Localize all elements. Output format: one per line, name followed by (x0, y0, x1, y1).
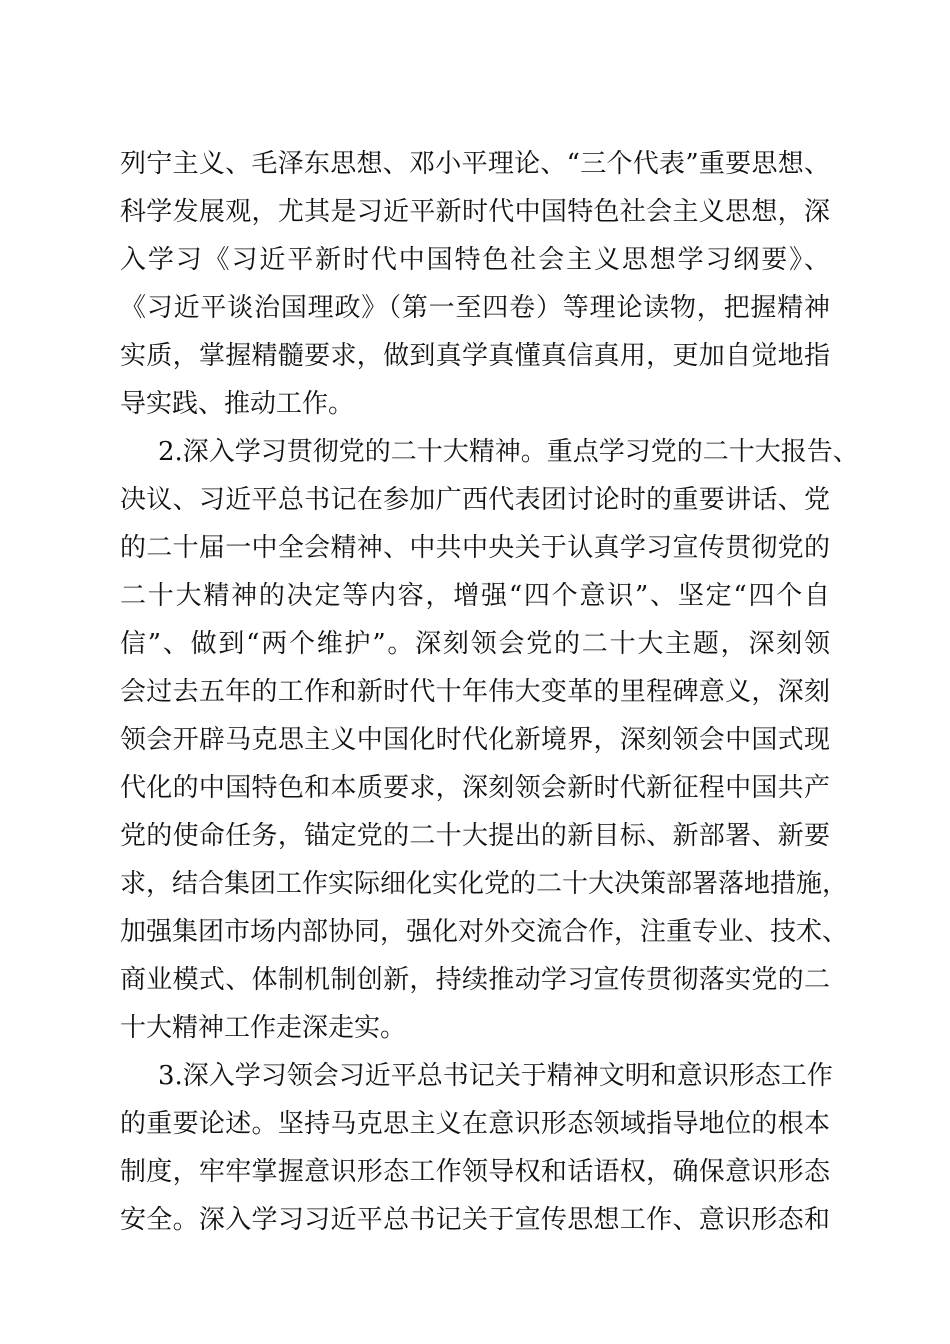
text-line: 商业模式、体制机制创新，持续推动学习宣传贯彻落实党的二 (120, 965, 830, 995)
text-line: 求，结合集团工作实际细化实化党的二十大决策部署落地措施， (120, 869, 849, 899)
paragraph-3-heading-line: 3.深入学习领会习近平总书记关于精神文明和意识形态工作 (158, 1061, 833, 1091)
text-line: 入学习《习近平新时代中国特色社会主义思想学习纲要》、 (120, 245, 830, 275)
text-line: 决议、习近平总书记在参加广西代表团讨论时的重要讲话、党 (120, 485, 830, 515)
text-line: 加强集团市场内部协同，强化对外交流合作，注重专业、技术、 (120, 917, 849, 947)
text-line: 实质，掌握精髓要求，做到真学真懂真信真用，更加自觉地指 (120, 341, 830, 371)
text-line: 代化的中国特色和本质要求，深刻领会新时代新征程中国共产 (120, 773, 830, 803)
text-line: 领会开辟马克思主义中国化时代化新境界，深刻领会中国式现 (120, 725, 830, 755)
text-line: 十大精神工作走深走实。 (120, 1013, 407, 1043)
paragraph-2-heading-line: 2.深入学习贯彻党的二十大精神。重点学习党的二十大报告、 (158, 437, 859, 467)
text-line: 二十大精神的决定等内容，增强“四个意识”、坚定“四个自 (120, 581, 830, 611)
text-line: 的二十届一中全会精神、中共中央关于认真学习宣传贯彻党的 (120, 533, 830, 563)
text-line: 列宁主义、毛泽东思想、邓小平理论、“三个代表”重要思想、 (120, 149, 830, 179)
text-line: 党的使命任务，锚定党的二十大提出的新目标、新部署、新要 (120, 821, 830, 851)
text-line: 《习近平谈治国理政》（第一至四卷）等理论读物，把握精神 (120, 293, 830, 323)
text-line: 的重要论述。坚持马克思主义在意识形态领域指导地位的根本 (120, 1109, 830, 1139)
text-line: 信”、做到“两个维护”。深刻领会党的二十大主题，深刻领 (120, 629, 830, 659)
text-line: 科学发展观，尤其是习近平新时代中国特色社会主义思想，深 (120, 197, 830, 227)
text-line: 制度，牢牢掌握意识形态工作领导权和话语权，确保意识形态 (120, 1157, 830, 1187)
text-line: 安全。深入学习习近平总书记关于宣传思想工作、意识形态和 (120, 1205, 830, 1235)
text-line: 导实践、推动工作。 (120, 389, 355, 419)
text-line: 会过去五年的工作和新时代十年伟大变革的里程碑意义，深刻 (120, 677, 830, 707)
